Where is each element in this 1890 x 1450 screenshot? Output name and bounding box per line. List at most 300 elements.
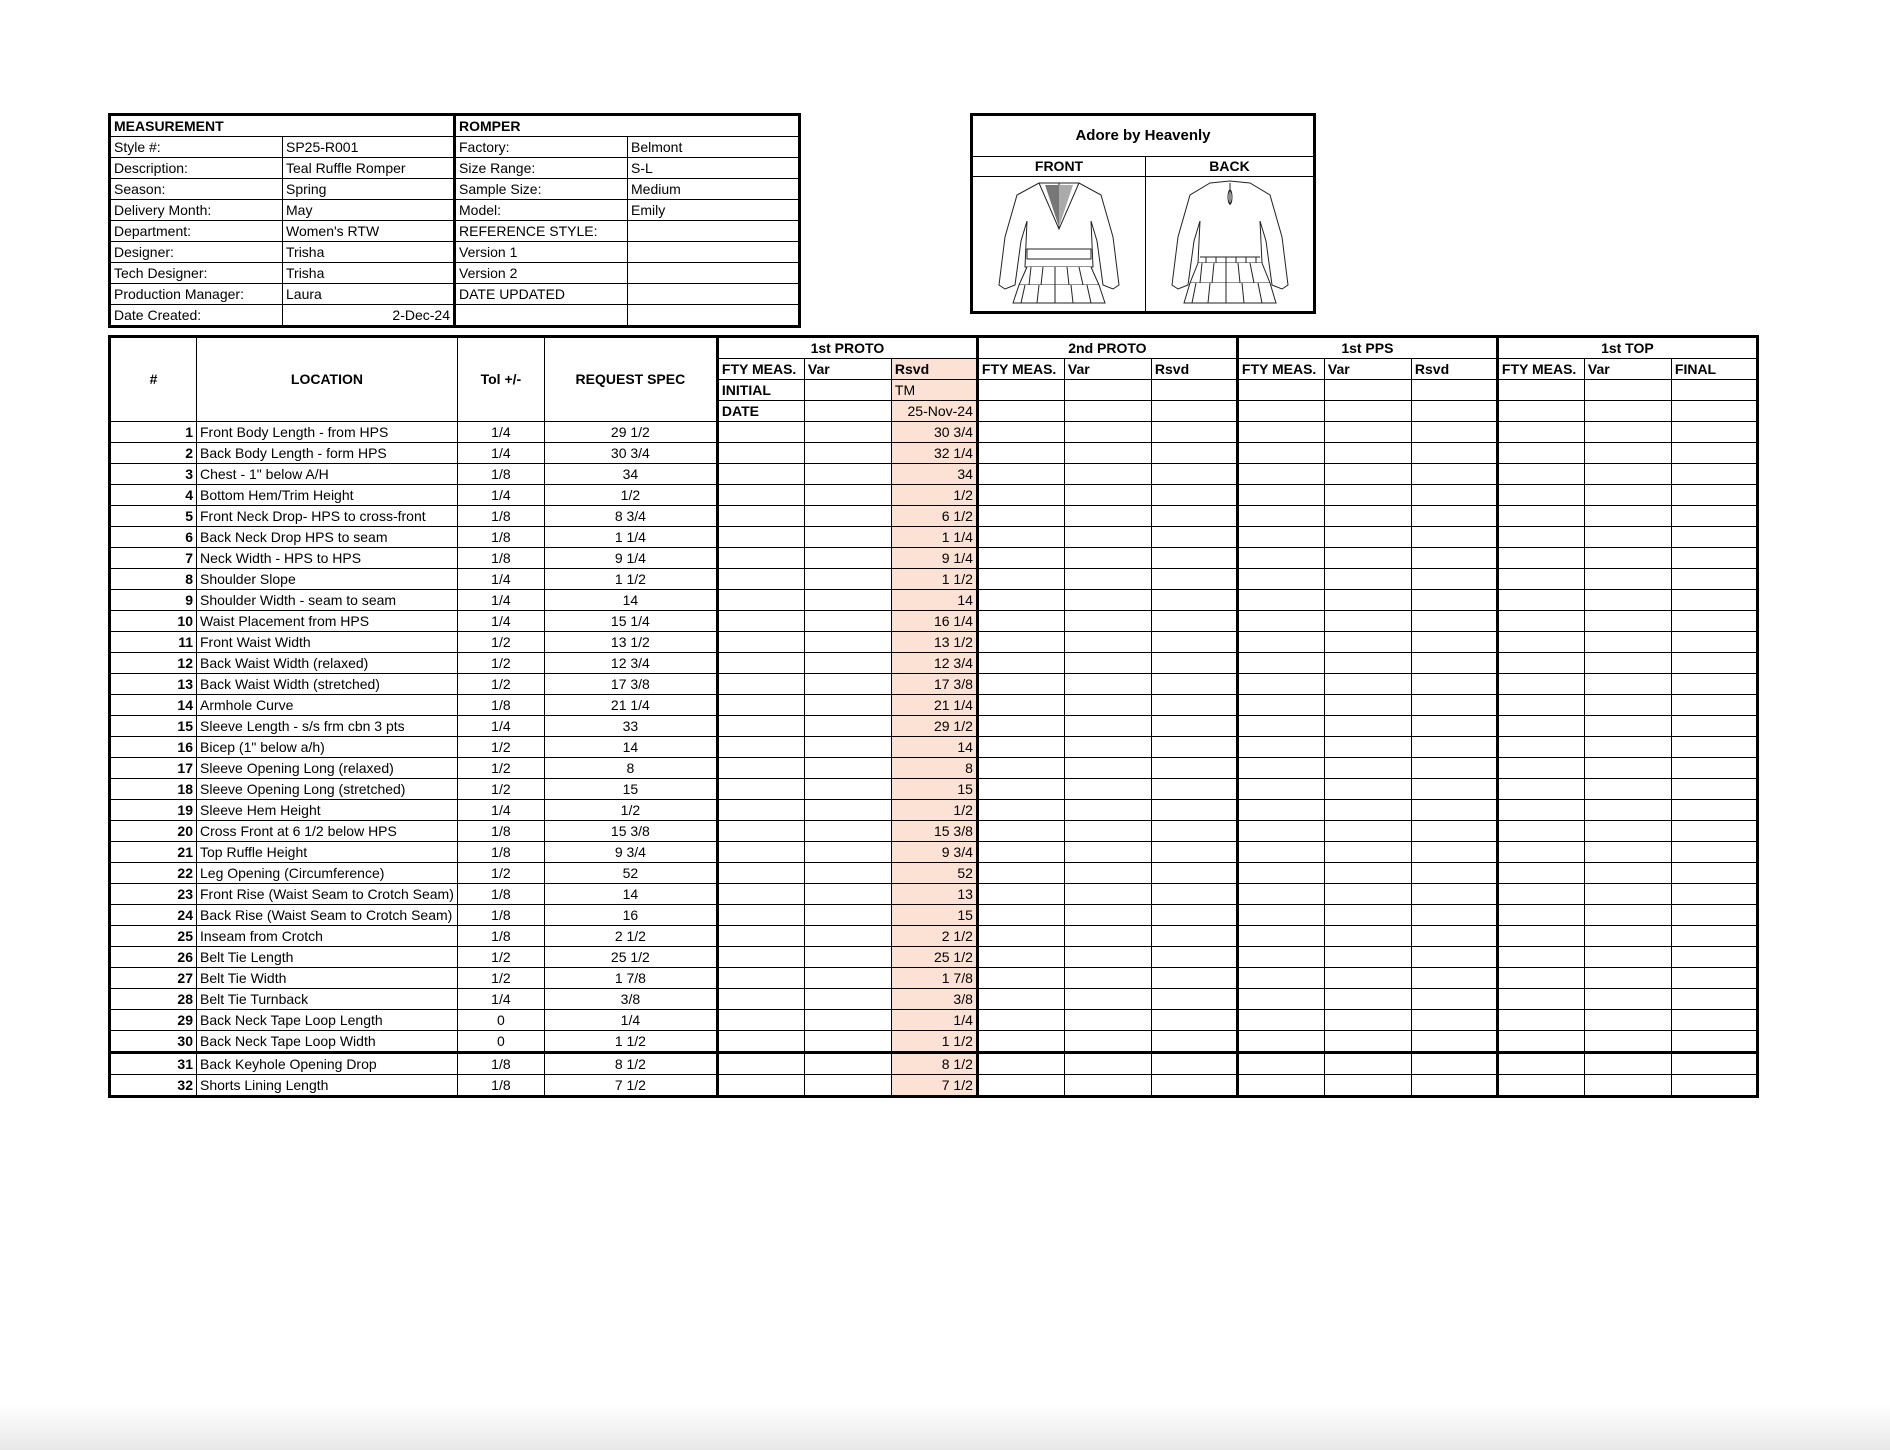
measure-cell[interactable] bbox=[1497, 737, 1584, 758]
measure-cell[interactable] bbox=[1064, 443, 1151, 464]
measure-cell[interactable] bbox=[977, 1053, 1064, 1075]
measure-cell[interactable] bbox=[804, 1075, 891, 1097]
measure-cell[interactable] bbox=[717, 611, 804, 632]
row-revised[interactable]: 32 1/4 bbox=[891, 443, 977, 464]
measure-cell[interactable] bbox=[977, 590, 1064, 611]
measure-cell[interactable] bbox=[1584, 905, 1671, 926]
measure-cell[interactable] bbox=[1151, 506, 1237, 527]
measure-cell[interactable] bbox=[1497, 464, 1584, 485]
measure-cell[interactable] bbox=[1324, 506, 1411, 527]
measure-cell[interactable] bbox=[1237, 1053, 1324, 1075]
measure-cell[interactable] bbox=[1497, 1075, 1584, 1097]
measure-cell[interactable] bbox=[977, 884, 1064, 905]
measure-cell[interactable] bbox=[1324, 716, 1411, 737]
measure-cell[interactable] bbox=[717, 485, 804, 506]
measure-cell[interactable] bbox=[1411, 653, 1497, 674]
measure-cell[interactable] bbox=[1151, 905, 1237, 926]
measure-cell[interactable] bbox=[977, 653, 1064, 674]
row-revised[interactable]: 21 1/4 bbox=[891, 695, 977, 716]
measure-cell[interactable] bbox=[1324, 422, 1411, 443]
measure-cell[interactable] bbox=[977, 905, 1064, 926]
info-value[interactable] bbox=[628, 242, 800, 263]
info-value[interactable]: Spring bbox=[283, 179, 455, 200]
measure-cell[interactable] bbox=[1584, 674, 1671, 695]
measure-cell[interactable] bbox=[1671, 485, 1757, 506]
measure-cell[interactable] bbox=[1584, 737, 1671, 758]
info-value[interactable]: Women's RTW bbox=[283, 221, 455, 242]
measure-cell[interactable] bbox=[1584, 989, 1671, 1010]
measure-cell[interactable] bbox=[1324, 1031, 1411, 1053]
measure-cell[interactable] bbox=[717, 590, 804, 611]
measure-cell[interactable] bbox=[977, 674, 1064, 695]
measure-cell[interactable] bbox=[804, 947, 891, 968]
measure-cell[interactable] bbox=[717, 527, 804, 548]
measure-cell[interactable] bbox=[1064, 464, 1151, 485]
measure-cell[interactable] bbox=[1584, 779, 1671, 800]
info-value[interactable]: Trisha bbox=[283, 263, 455, 284]
measure-cell[interactable] bbox=[1411, 548, 1497, 569]
measure-cell[interactable] bbox=[1584, 527, 1671, 548]
cell[interactable] bbox=[1411, 380, 1497, 401]
measure-cell[interactable] bbox=[1151, 422, 1237, 443]
measure-cell[interactable] bbox=[1324, 632, 1411, 653]
measure-cell[interactable] bbox=[1411, 800, 1497, 821]
measure-cell[interactable] bbox=[1064, 422, 1151, 443]
cell[interactable] bbox=[1671, 380, 1757, 401]
measure-cell[interactable] bbox=[1584, 821, 1671, 842]
measure-cell[interactable] bbox=[1151, 1075, 1237, 1097]
cell[interactable] bbox=[1497, 380, 1584, 401]
measure-cell[interactable] bbox=[1411, 842, 1497, 863]
measure-cell[interactable] bbox=[1064, 905, 1151, 926]
measure-cell[interactable] bbox=[1064, 968, 1151, 989]
measure-cell[interactable] bbox=[1497, 779, 1584, 800]
measure-cell[interactable] bbox=[1671, 443, 1757, 464]
measure-cell[interactable] bbox=[1151, 716, 1237, 737]
date-value[interactable]: 25-Nov-24 bbox=[891, 401, 977, 422]
measure-cell[interactable] bbox=[1411, 989, 1497, 1010]
measure-cell[interactable] bbox=[1237, 590, 1324, 611]
measure-cell[interactable] bbox=[804, 800, 891, 821]
measure-cell[interactable] bbox=[1064, 611, 1151, 632]
measure-cell[interactable] bbox=[1671, 653, 1757, 674]
measure-cell[interactable] bbox=[1237, 863, 1324, 884]
measure-cell[interactable] bbox=[1064, 485, 1151, 506]
measure-cell[interactable] bbox=[1151, 674, 1237, 695]
measure-cell[interactable] bbox=[1497, 968, 1584, 989]
measure-cell[interactable] bbox=[1497, 569, 1584, 590]
measure-cell[interactable] bbox=[1497, 905, 1584, 926]
measure-cell[interactable] bbox=[1064, 548, 1151, 569]
measure-cell[interactable] bbox=[1324, 905, 1411, 926]
measure-cell[interactable] bbox=[1064, 527, 1151, 548]
measure-cell[interactable] bbox=[1064, 506, 1151, 527]
measure-cell[interactable] bbox=[977, 611, 1064, 632]
measure-cell[interactable] bbox=[977, 926, 1064, 947]
measure-cell[interactable] bbox=[1671, 842, 1757, 863]
measure-cell[interactable] bbox=[1671, 989, 1757, 1010]
measure-cell[interactable] bbox=[804, 695, 891, 716]
measure-cell[interactable] bbox=[1064, 863, 1151, 884]
measure-cell[interactable] bbox=[804, 632, 891, 653]
measure-cell[interactable] bbox=[804, 590, 891, 611]
measure-cell[interactable] bbox=[1151, 590, 1237, 611]
measure-cell[interactable] bbox=[1411, 968, 1497, 989]
measure-cell[interactable] bbox=[1324, 443, 1411, 464]
measure-cell[interactable] bbox=[1584, 1031, 1671, 1053]
cell[interactable] bbox=[1497, 401, 1584, 422]
measure-cell[interactable] bbox=[804, 1031, 891, 1053]
info-value[interactable]: Emily bbox=[628, 200, 800, 221]
measure-cell[interactable] bbox=[977, 1010, 1064, 1031]
measure-cell[interactable] bbox=[1497, 758, 1584, 779]
measure-cell[interactable] bbox=[1497, 842, 1584, 863]
measure-cell[interactable] bbox=[1497, 590, 1584, 611]
measure-cell[interactable] bbox=[1671, 569, 1757, 590]
measure-cell[interactable] bbox=[1671, 1010, 1757, 1031]
measure-cell[interactable] bbox=[1237, 779, 1324, 800]
measure-cell[interactable] bbox=[1584, 863, 1671, 884]
measure-cell[interactable] bbox=[804, 422, 891, 443]
measure-cell[interactable] bbox=[804, 485, 891, 506]
measure-cell[interactable] bbox=[1497, 611, 1584, 632]
measure-cell[interactable] bbox=[804, 989, 891, 1010]
measure-cell[interactable] bbox=[1497, 716, 1584, 737]
measure-cell[interactable] bbox=[804, 821, 891, 842]
measure-cell[interactable] bbox=[717, 968, 804, 989]
measure-cell[interactable] bbox=[1151, 464, 1237, 485]
measure-cell[interactable] bbox=[1671, 548, 1757, 569]
measure-cell[interactable] bbox=[1324, 968, 1411, 989]
measure-cell[interactable] bbox=[1411, 758, 1497, 779]
measure-cell[interactable] bbox=[1411, 443, 1497, 464]
row-revised[interactable]: 13 bbox=[891, 884, 977, 905]
measure-cell[interactable] bbox=[1324, 653, 1411, 674]
measure-cell[interactable] bbox=[1064, 1031, 1151, 1053]
measure-cell[interactable] bbox=[977, 716, 1064, 737]
measure-cell[interactable] bbox=[1411, 1053, 1497, 1075]
measure-cell[interactable] bbox=[1064, 569, 1151, 590]
measure-cell[interactable] bbox=[804, 905, 891, 926]
measure-cell[interactable] bbox=[717, 632, 804, 653]
measure-cell[interactable] bbox=[1411, 1075, 1497, 1097]
measure-cell[interactable] bbox=[1151, 569, 1237, 590]
measure-cell[interactable] bbox=[1671, 947, 1757, 968]
measure-cell[interactable] bbox=[977, 989, 1064, 1010]
measure-cell[interactable] bbox=[1064, 653, 1151, 674]
measure-cell[interactable] bbox=[977, 1031, 1064, 1053]
info-value[interactable]: Belmont bbox=[628, 137, 800, 158]
measure-cell[interactable] bbox=[1151, 842, 1237, 863]
measure-cell[interactable] bbox=[717, 1031, 804, 1053]
measure-cell[interactable] bbox=[1411, 464, 1497, 485]
measure-cell[interactable] bbox=[1237, 989, 1324, 1010]
measure-cell[interactable] bbox=[1237, 737, 1324, 758]
measure-cell[interactable] bbox=[717, 989, 804, 1010]
cell[interactable] bbox=[1324, 380, 1411, 401]
measure-cell[interactable] bbox=[1497, 527, 1584, 548]
measure-cell[interactable] bbox=[804, 863, 891, 884]
row-revised[interactable]: 8 bbox=[891, 758, 977, 779]
measure-cell[interactable] bbox=[804, 653, 891, 674]
measure-cell[interactable] bbox=[1324, 821, 1411, 842]
measure-cell[interactable] bbox=[1411, 569, 1497, 590]
cell[interactable] bbox=[1411, 401, 1497, 422]
measure-cell[interactable] bbox=[1151, 968, 1237, 989]
measure-cell[interactable] bbox=[1671, 968, 1757, 989]
measure-cell[interactable] bbox=[977, 485, 1064, 506]
measure-cell[interactable] bbox=[1237, 506, 1324, 527]
measure-cell[interactable] bbox=[1584, 926, 1671, 947]
row-revised[interactable]: 14 bbox=[891, 737, 977, 758]
measure-cell[interactable] bbox=[1497, 506, 1584, 527]
measure-cell[interactable] bbox=[717, 569, 804, 590]
cell[interactable] bbox=[1584, 380, 1671, 401]
cell[interactable] bbox=[1237, 401, 1324, 422]
measure-cell[interactable] bbox=[1151, 527, 1237, 548]
measure-cell[interactable] bbox=[1411, 485, 1497, 506]
measure-cell[interactable] bbox=[1324, 926, 1411, 947]
measure-cell[interactable] bbox=[1671, 506, 1757, 527]
measure-cell[interactable] bbox=[1151, 989, 1237, 1010]
measure-cell[interactable] bbox=[1497, 695, 1584, 716]
measure-cell[interactable] bbox=[1671, 674, 1757, 695]
measure-cell[interactable] bbox=[1584, 611, 1671, 632]
measure-cell[interactable] bbox=[1671, 590, 1757, 611]
measure-cell[interactable] bbox=[1497, 863, 1584, 884]
measure-cell[interactable] bbox=[1584, 1010, 1671, 1031]
measure-cell[interactable] bbox=[1671, 527, 1757, 548]
row-revised[interactable]: 1 1/2 bbox=[891, 569, 977, 590]
row-revised[interactable]: 1/4 bbox=[891, 1010, 977, 1031]
cell[interactable] bbox=[977, 380, 1064, 401]
measure-cell[interactable] bbox=[1411, 821, 1497, 842]
measure-cell[interactable] bbox=[1497, 485, 1584, 506]
measure-cell[interactable] bbox=[1497, 443, 1584, 464]
measure-cell[interactable] bbox=[1671, 1053, 1757, 1075]
measure-cell[interactable] bbox=[1151, 485, 1237, 506]
measure-cell[interactable] bbox=[1237, 653, 1324, 674]
measure-cell[interactable] bbox=[1411, 611, 1497, 632]
measure-cell[interactable] bbox=[1411, 674, 1497, 695]
row-revised[interactable]: 30 3/4 bbox=[891, 422, 977, 443]
measure-cell[interactable] bbox=[1584, 884, 1671, 905]
measure-cell[interactable] bbox=[1584, 569, 1671, 590]
measure-cell[interactable] bbox=[977, 842, 1064, 863]
measure-cell[interactable] bbox=[1324, 800, 1411, 821]
measure-cell[interactable] bbox=[1411, 716, 1497, 737]
measure-cell[interactable] bbox=[1497, 548, 1584, 569]
measure-cell[interactable] bbox=[804, 569, 891, 590]
measure-cell[interactable] bbox=[1151, 758, 1237, 779]
info-value[interactable] bbox=[628, 284, 800, 305]
measure-cell[interactable] bbox=[977, 569, 1064, 590]
info-value[interactable]: Teal Ruffle Romper bbox=[283, 158, 455, 179]
info-value[interactable]: S-L bbox=[628, 158, 800, 179]
measure-cell[interactable] bbox=[977, 548, 1064, 569]
measure-cell[interactable] bbox=[1411, 590, 1497, 611]
measure-cell[interactable] bbox=[717, 716, 804, 737]
cell[interactable] bbox=[1151, 380, 1237, 401]
measure-cell[interactable] bbox=[1064, 758, 1151, 779]
measure-cell[interactable] bbox=[1151, 653, 1237, 674]
cell[interactable] bbox=[804, 401, 891, 422]
row-revised[interactable]: 9 3/4 bbox=[891, 842, 977, 863]
row-revised[interactable]: 14 bbox=[891, 590, 977, 611]
measure-cell[interactable] bbox=[1064, 716, 1151, 737]
measure-cell[interactable] bbox=[717, 779, 804, 800]
measure-cell[interactable] bbox=[1064, 1053, 1151, 1075]
row-revised[interactable]: 1 1/2 bbox=[891, 1031, 977, 1053]
measure-cell[interactable] bbox=[717, 695, 804, 716]
measure-cell[interactable] bbox=[1151, 779, 1237, 800]
measure-cell[interactable] bbox=[977, 695, 1064, 716]
measure-cell[interactable] bbox=[977, 527, 1064, 548]
measure-cell[interactable] bbox=[804, 527, 891, 548]
info-value[interactable] bbox=[628, 263, 800, 284]
measure-cell[interactable] bbox=[1411, 695, 1497, 716]
measure-cell[interactable] bbox=[1151, 800, 1237, 821]
measure-cell[interactable] bbox=[717, 821, 804, 842]
measure-cell[interactable] bbox=[1584, 464, 1671, 485]
measure-cell[interactable] bbox=[1497, 821, 1584, 842]
measure-cell[interactable] bbox=[1584, 695, 1671, 716]
measure-cell[interactable] bbox=[1497, 653, 1584, 674]
measure-cell[interactable] bbox=[1064, 947, 1151, 968]
row-revised[interactable]: 52 bbox=[891, 863, 977, 884]
cell[interactable] bbox=[1324, 401, 1411, 422]
measure-cell[interactable] bbox=[1671, 611, 1757, 632]
measure-cell[interactable] bbox=[1151, 632, 1237, 653]
measure-cell[interactable] bbox=[717, 506, 804, 527]
cell[interactable] bbox=[1151, 401, 1237, 422]
measure-cell[interactable] bbox=[977, 821, 1064, 842]
measure-cell[interactable] bbox=[1584, 842, 1671, 863]
measure-cell[interactable] bbox=[1064, 1010, 1151, 1031]
measure-cell[interactable] bbox=[1584, 590, 1671, 611]
measure-cell[interactable] bbox=[1671, 464, 1757, 485]
measure-cell[interactable] bbox=[1237, 1075, 1324, 1097]
measure-cell[interactable] bbox=[1671, 926, 1757, 947]
measure-cell[interactable] bbox=[1064, 821, 1151, 842]
measure-cell[interactable] bbox=[1324, 737, 1411, 758]
cell[interactable] bbox=[1237, 380, 1324, 401]
info-value[interactable]: May bbox=[283, 200, 455, 221]
info-value[interactable] bbox=[628, 305, 800, 327]
measure-cell[interactable] bbox=[1151, 1031, 1237, 1053]
measure-cell[interactable] bbox=[717, 548, 804, 569]
measure-cell[interactable] bbox=[1671, 695, 1757, 716]
measure-cell[interactable] bbox=[717, 884, 804, 905]
measure-cell[interactable] bbox=[1151, 947, 1237, 968]
measure-cell[interactable] bbox=[1671, 716, 1757, 737]
measure-cell[interactable] bbox=[1064, 989, 1151, 1010]
measure-cell[interactable] bbox=[1324, 485, 1411, 506]
measure-cell[interactable] bbox=[804, 1010, 891, 1031]
measure-cell[interactable] bbox=[1237, 1031, 1324, 1053]
measure-cell[interactable] bbox=[717, 737, 804, 758]
measure-cell[interactable] bbox=[1237, 821, 1324, 842]
measure-cell[interactable] bbox=[804, 884, 891, 905]
measure-cell[interactable] bbox=[717, 1010, 804, 1031]
measure-cell[interactable] bbox=[1064, 926, 1151, 947]
initial-value[interactable]: TM bbox=[891, 380, 977, 401]
measure-cell[interactable] bbox=[1151, 548, 1237, 569]
measure-cell[interactable] bbox=[1324, 569, 1411, 590]
measure-cell[interactable] bbox=[717, 1075, 804, 1097]
measure-cell[interactable] bbox=[1411, 422, 1497, 443]
info-value[interactable]: 2-Dec-24 bbox=[283, 305, 455, 327]
row-revised[interactable]: 9 1/4 bbox=[891, 548, 977, 569]
measure-cell[interactable] bbox=[1671, 1075, 1757, 1097]
measure-cell[interactable] bbox=[717, 422, 804, 443]
measure-cell[interactable] bbox=[1237, 569, 1324, 590]
measure-cell[interactable] bbox=[977, 800, 1064, 821]
row-revised[interactable]: 3/8 bbox=[891, 989, 977, 1010]
measure-cell[interactable] bbox=[1411, 1031, 1497, 1053]
measure-cell[interactable] bbox=[1497, 989, 1584, 1010]
measure-cell[interactable] bbox=[1497, 674, 1584, 695]
measure-cell[interactable] bbox=[1671, 800, 1757, 821]
measure-cell[interactable] bbox=[977, 632, 1064, 653]
info-value[interactable]: Trisha bbox=[283, 242, 455, 263]
measure-cell[interactable] bbox=[1324, 527, 1411, 548]
measure-cell[interactable] bbox=[717, 905, 804, 926]
measure-cell[interactable] bbox=[1671, 779, 1757, 800]
measure-cell[interactable] bbox=[1584, 758, 1671, 779]
measure-cell[interactable] bbox=[1237, 632, 1324, 653]
measure-cell[interactable] bbox=[1324, 989, 1411, 1010]
row-revised[interactable]: 2 1/2 bbox=[891, 926, 977, 947]
measure-cell[interactable] bbox=[977, 737, 1064, 758]
measure-cell[interactable] bbox=[1324, 464, 1411, 485]
info-value[interactable]: Laura bbox=[283, 284, 455, 305]
measure-cell[interactable] bbox=[717, 653, 804, 674]
row-revised[interactable]: 8 1/2 bbox=[891, 1053, 977, 1075]
measure-cell[interactable] bbox=[1411, 527, 1497, 548]
measure-cell[interactable] bbox=[1324, 695, 1411, 716]
measure-cell[interactable] bbox=[1237, 485, 1324, 506]
measure-cell[interactable] bbox=[1324, 548, 1411, 569]
measure-cell[interactable] bbox=[804, 611, 891, 632]
measure-cell[interactable] bbox=[1411, 926, 1497, 947]
measure-cell[interactable] bbox=[1237, 464, 1324, 485]
measure-cell[interactable] bbox=[1324, 779, 1411, 800]
measure-cell[interactable] bbox=[977, 863, 1064, 884]
measure-cell[interactable] bbox=[1497, 926, 1584, 947]
measure-cell[interactable] bbox=[1411, 737, 1497, 758]
measure-cell[interactable] bbox=[977, 422, 1064, 443]
measure-cell[interactable] bbox=[1671, 905, 1757, 926]
measure-cell[interactable] bbox=[1411, 905, 1497, 926]
measure-cell[interactable] bbox=[1671, 422, 1757, 443]
measure-cell[interactable] bbox=[1237, 422, 1324, 443]
measure-cell[interactable] bbox=[804, 1053, 891, 1075]
measure-cell[interactable] bbox=[717, 464, 804, 485]
measure-cell[interactable] bbox=[717, 674, 804, 695]
measure-cell[interactable] bbox=[1237, 842, 1324, 863]
measure-cell[interactable] bbox=[1064, 632, 1151, 653]
measure-cell[interactable] bbox=[1497, 1053, 1584, 1075]
measure-cell[interactable] bbox=[804, 443, 891, 464]
measure-cell[interactable] bbox=[1151, 863, 1237, 884]
measure-cell[interactable] bbox=[1411, 1010, 1497, 1031]
measure-cell[interactable] bbox=[1324, 674, 1411, 695]
measure-cell[interactable] bbox=[1584, 800, 1671, 821]
measure-cell[interactable] bbox=[1151, 443, 1237, 464]
measure-cell[interactable] bbox=[1411, 632, 1497, 653]
row-revised[interactable]: 1/2 bbox=[891, 800, 977, 821]
